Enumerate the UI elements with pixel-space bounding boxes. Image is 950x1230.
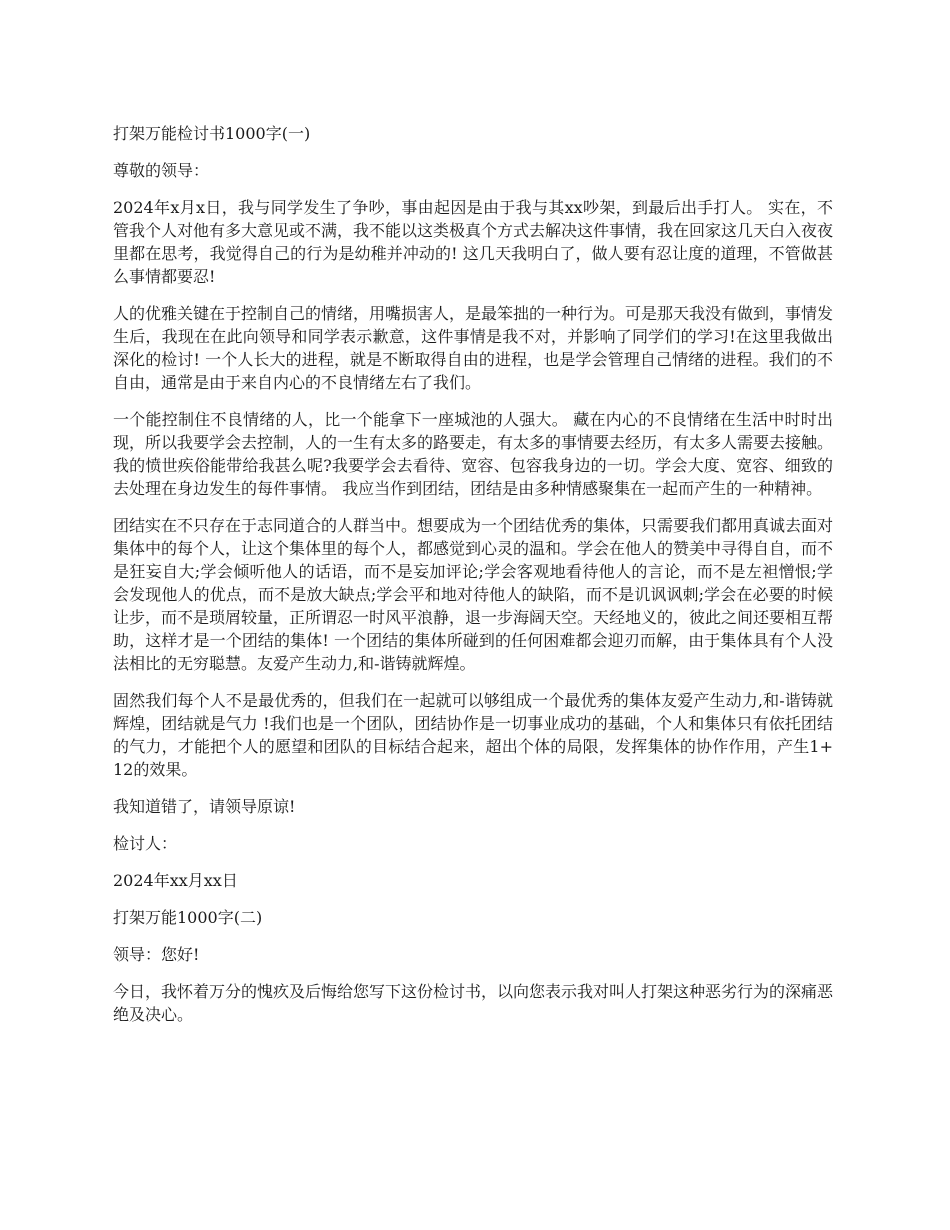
body-paragraph-2: 人的优雅关键在于控制自己的情绪，用嘴损害人，是最笨拙的一种行为。可是那天我没有做到，事情发生后，我现在在此向领导和同学表示歉意，这件事情是我不对，并影响了同学们的学习!在这里我做出深化的检讨! 一个人长大的进程，就是不断取得自由的进程，也是学会管理自己情绪的进程。我们的不自由，通常是由于来自内心的不良情绪左右了我们。 xyxy=(113,304,834,392)
body-paragraph-5: 固然我们每个人不是最优秀的，但我们在一起就可以够组成一个最优秀的集体友爱产生动力,和-谐铸就辉煌，团结就是气力 !我们也是一个团队，团结协作是一切事业成功的基础，个人和集体只有依托团结的气力，才能把个人的愿望和团队的目标结合起来，超出个体的局限，发挥集体的协作作用，产生1+12的效果。 xyxy=(113,691,833,779)
document-page xyxy=(113,122,833,1040)
salutation-2: 领导：您好! xyxy=(113,945,200,964)
body-paragraph-3: 一个能控制住不良情绪的人，比一个能拿下一座城池的人强大。 藏在内心的不良情绪在生活中时时出现，所以我要学会去控制，人的一生有太多的路要走，有太多的事情要去经历，有太多人需要去接触。我的愤世疾俗能带给我甚么呢?我要学会去看待、宽容、包容我身边的一切。学会大度、宽容、细致的去处理在身边发生的每件事情。 我应当作到团结，团结是由多种情感聚集在一起而产生的一种精神。 xyxy=(113,410,834,498)
closing-line: 我知道错了，请领导原谅! xyxy=(113,797,296,816)
body-paragraph-4: 团结实在不只存在于志同道合的人群当中。想要成为一个团结优秀的集体，只需要我们都用真诚去面对集体中的每个人，让这个集体里的每个人，都感觉到心灵的温和。学会在他人的赞美中寻得自自，而不是狂妄自大;学会倾听他人的话语，而不是妄加评论;学会客观地看待他人的言论，而不是左袒憎恨;学会发现他人的优点，而不是放大缺点;学会平和地对待他人的缺陷，而不是讥讽讽刺;学会在必要的时候让步，而不是琐屑较量，正所谓忍一时风平浪静，退一步海阔天空。天经地义的，彼此之间还要相互帮助，这样才是一个团结的集体! 一个团结的集体所碰到的任何困难都会迎刃而解，由于集体具有个人没法相比的无穷聪慧。友爱产生动力,和-谐铸就辉煌。 xyxy=(113,516,834,673)
date-line: 2024年xx月xx日 xyxy=(113,871,238,890)
salutation: 尊敬的领导： xyxy=(113,161,210,180)
body-paragraph-6: 今日，我怀着万分的愧疚及后悔给您写下这份检讨书，以向您表示我对叫人打架这种恶劣行为的深痛恶绝及决心。 xyxy=(113,982,834,1024)
body-paragraph-1: 2024年x月x日，我与同学发生了争吵，事由起因是由于我与其xx吵架，到最后出手打人。 实在，不管我个人对他有多大意见或不满，我不能以这类极真个方式去解决这件事情，我在回家这几天白入夜夜里都在思考，我觉得自己的行为是幼稚并冲动的! 这几天我明白了，做人要有忍让度的道理，不管做甚么事情都要忍! xyxy=(113,198,834,286)
section-title-1: 打架万能检讨书1000字(一) xyxy=(113,124,311,143)
section-title-2: 打架万能1000字(二) xyxy=(113,908,263,927)
signature-label: 检讨人： xyxy=(113,834,178,853)
